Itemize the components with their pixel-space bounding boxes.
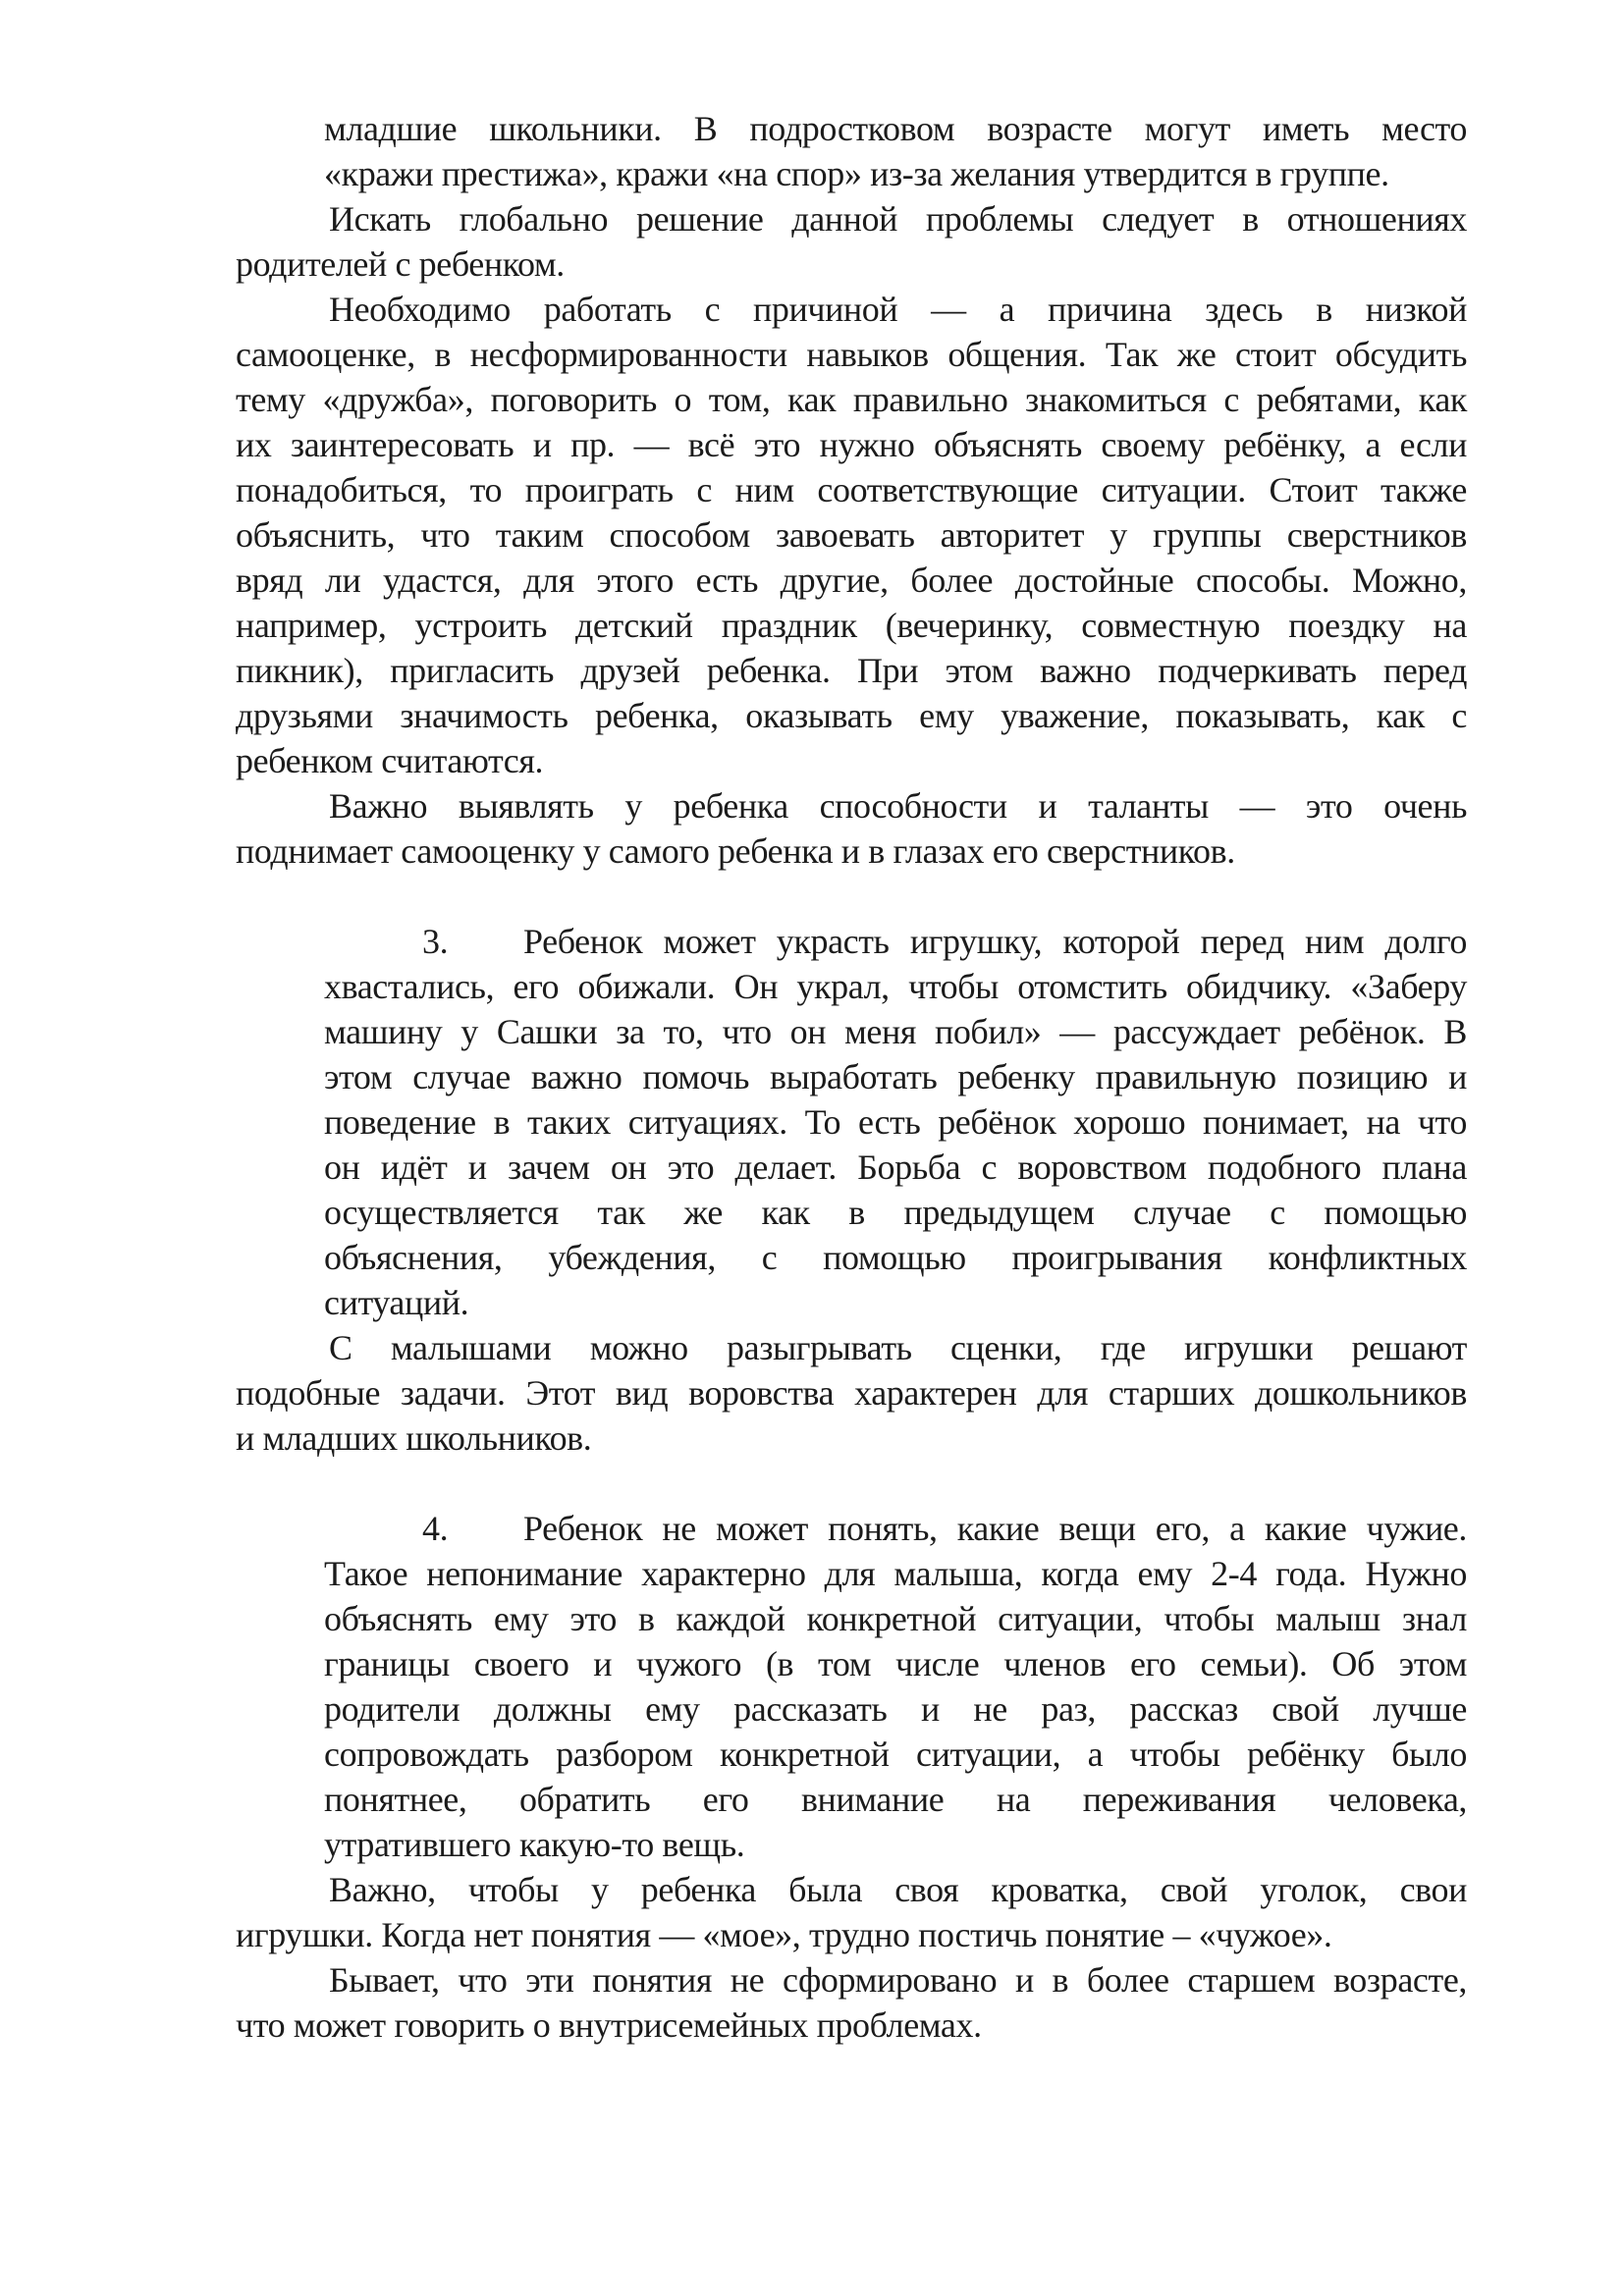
text-line: Важно выявлять у ребенка способности и таланты — это очень xyxy=(329,786,1467,826)
text-line: пикник), пригласить друзей ребенка. При этом важно подчеркивать перед xyxy=(236,651,1467,690)
text-line: 3. Ребенок может украсть игрушку, которой перед ним долго xyxy=(324,919,1467,964)
text-line: сопровождать разбором конкретной ситуации, а чтобы ребёнку было xyxy=(324,1735,1467,1774)
paragraph-spacer xyxy=(236,1461,1467,1506)
text-line: например, устроить детский праздник (вечеринку, совместную поездку на xyxy=(236,606,1467,645)
paragraph xyxy=(236,1957,1467,2048)
text-line: друзьями значимость ребенка, оказывать ему уважение, показывать, как с xyxy=(236,696,1467,735)
text-line: хвастались, его обижали. Он украл, чтобы отомстить обидчику. «Заберу xyxy=(324,967,1467,1006)
paragraph xyxy=(236,1867,1467,1957)
text-line: их заинтересовать и пр. — всё это нужно объяснять своему ребёнку, а если xyxy=(236,425,1467,464)
text-line: машину у Сашки за то, что он меня побил» — рассуждает ребёнок. В xyxy=(324,1012,1467,1051)
text-line: объяснять ему это в каждой конкретной ситуации, чтобы малыш знал xyxy=(324,1599,1467,1638)
paragraph xyxy=(236,1325,1467,1461)
text-line: что может говорить о внутрисемейных проблемах. xyxy=(236,2005,982,2045)
text-line: поведение в таких ситуациях. То есть ребёнок хорошо понимает, на что xyxy=(324,1102,1467,1142)
text-line: вряд ли удастся, для этого есть другие, более достойные способы. Можно, xyxy=(236,561,1467,600)
text-line: ситуаций. xyxy=(324,1283,469,1322)
paragraph xyxy=(236,196,1467,287)
text-line: этом случае важно помочь выработать ребенку правильную позицию и xyxy=(324,1057,1467,1096)
text-line: тему «дружба», поговорить о том, как правильно знакомиться с ребятами, как xyxy=(236,380,1467,419)
text-line: подобные задачи. Этот вид воровства характерен для старших дошкольников xyxy=(236,1373,1467,1413)
text-line: Важно, чтобы у ребенка была своя кроватка, свой уголок, свои xyxy=(329,1870,1467,1909)
paragraph-continuation xyxy=(236,106,1467,196)
text-line: Такое непонимание характерно для малыша, когда ему 2-4 года. Нужно xyxy=(324,1554,1467,1593)
list-number: 4. xyxy=(422,1509,449,1548)
text-line: ребенком считаются. xyxy=(236,741,544,780)
text-line: утратившего какую-то вещь. xyxy=(324,1825,745,1864)
text-line: родителей с ребенком. xyxy=(236,244,565,284)
text-line: самооценке, в несформированности навыков общения. Так же стоит обсудить xyxy=(236,335,1467,374)
text-line: границы своего и чужого (в том числе членов его семьи). Об этом xyxy=(324,1644,1467,1683)
text-line: объяснить, что таким способом завоевать авторитет у группы сверстников xyxy=(236,515,1467,555)
text-line: игрушки. Когда нет понятия — «мое», трудно постичь понятие – «чужое». xyxy=(236,1915,1332,1954)
text-line: 4. Ребенок не может понять, какие вещи его, а какие чужие. xyxy=(324,1506,1467,1551)
text-line: младшие школьники. В подростковом возрасте могут иметь место xyxy=(324,109,1467,148)
text-line: Необходимо работать с причиной — а причина здесь в низкой xyxy=(329,290,1467,329)
text-line: поднимает самооценку у самого ребенка и в глазах его сверстников. xyxy=(236,831,1235,871)
paragraph-spacer xyxy=(236,874,1467,919)
list-item-3 xyxy=(236,919,1467,1325)
text-line: понадобиться, то проиграть с ним соответствующие ситуации. Стоит также xyxy=(236,470,1467,509)
text-line: понятнее, обратить его внимание на переживания человека, xyxy=(324,1780,1467,1819)
paragraph xyxy=(236,287,1467,783)
text-line: он идёт и зачем он это делает. Борьба с воровством подобного плана xyxy=(324,1148,1467,1187)
text-line: объяснения, убеждения, с помощью проигрывания конфликтных xyxy=(324,1238,1467,1277)
text-line: и младших школьников. xyxy=(236,1418,592,1458)
list-number: 3. xyxy=(422,922,449,961)
text-line: Искать глобально решение данной проблемы следует в отношениях xyxy=(329,199,1467,239)
text-line: Бывает, что эти понятия не сформировано и в более старшем возрасте, xyxy=(329,1960,1467,2000)
text-line: родители должны ему рассказать и не раз, рассказ свой лучше xyxy=(324,1689,1467,1729)
text-line: осуществляется так же как в предыдущем случае с помощью xyxy=(324,1193,1467,1232)
document-text xyxy=(236,106,1467,2048)
list-item-4 xyxy=(236,1506,1467,1867)
text-line: С малышами можно разыгрывать сценки, где игрушки решают xyxy=(329,1328,1467,1367)
paragraph xyxy=(236,783,1467,874)
text-line: «кражи престижа», кражи «на спор» из-за желания утвердится в группе. xyxy=(324,154,1389,193)
